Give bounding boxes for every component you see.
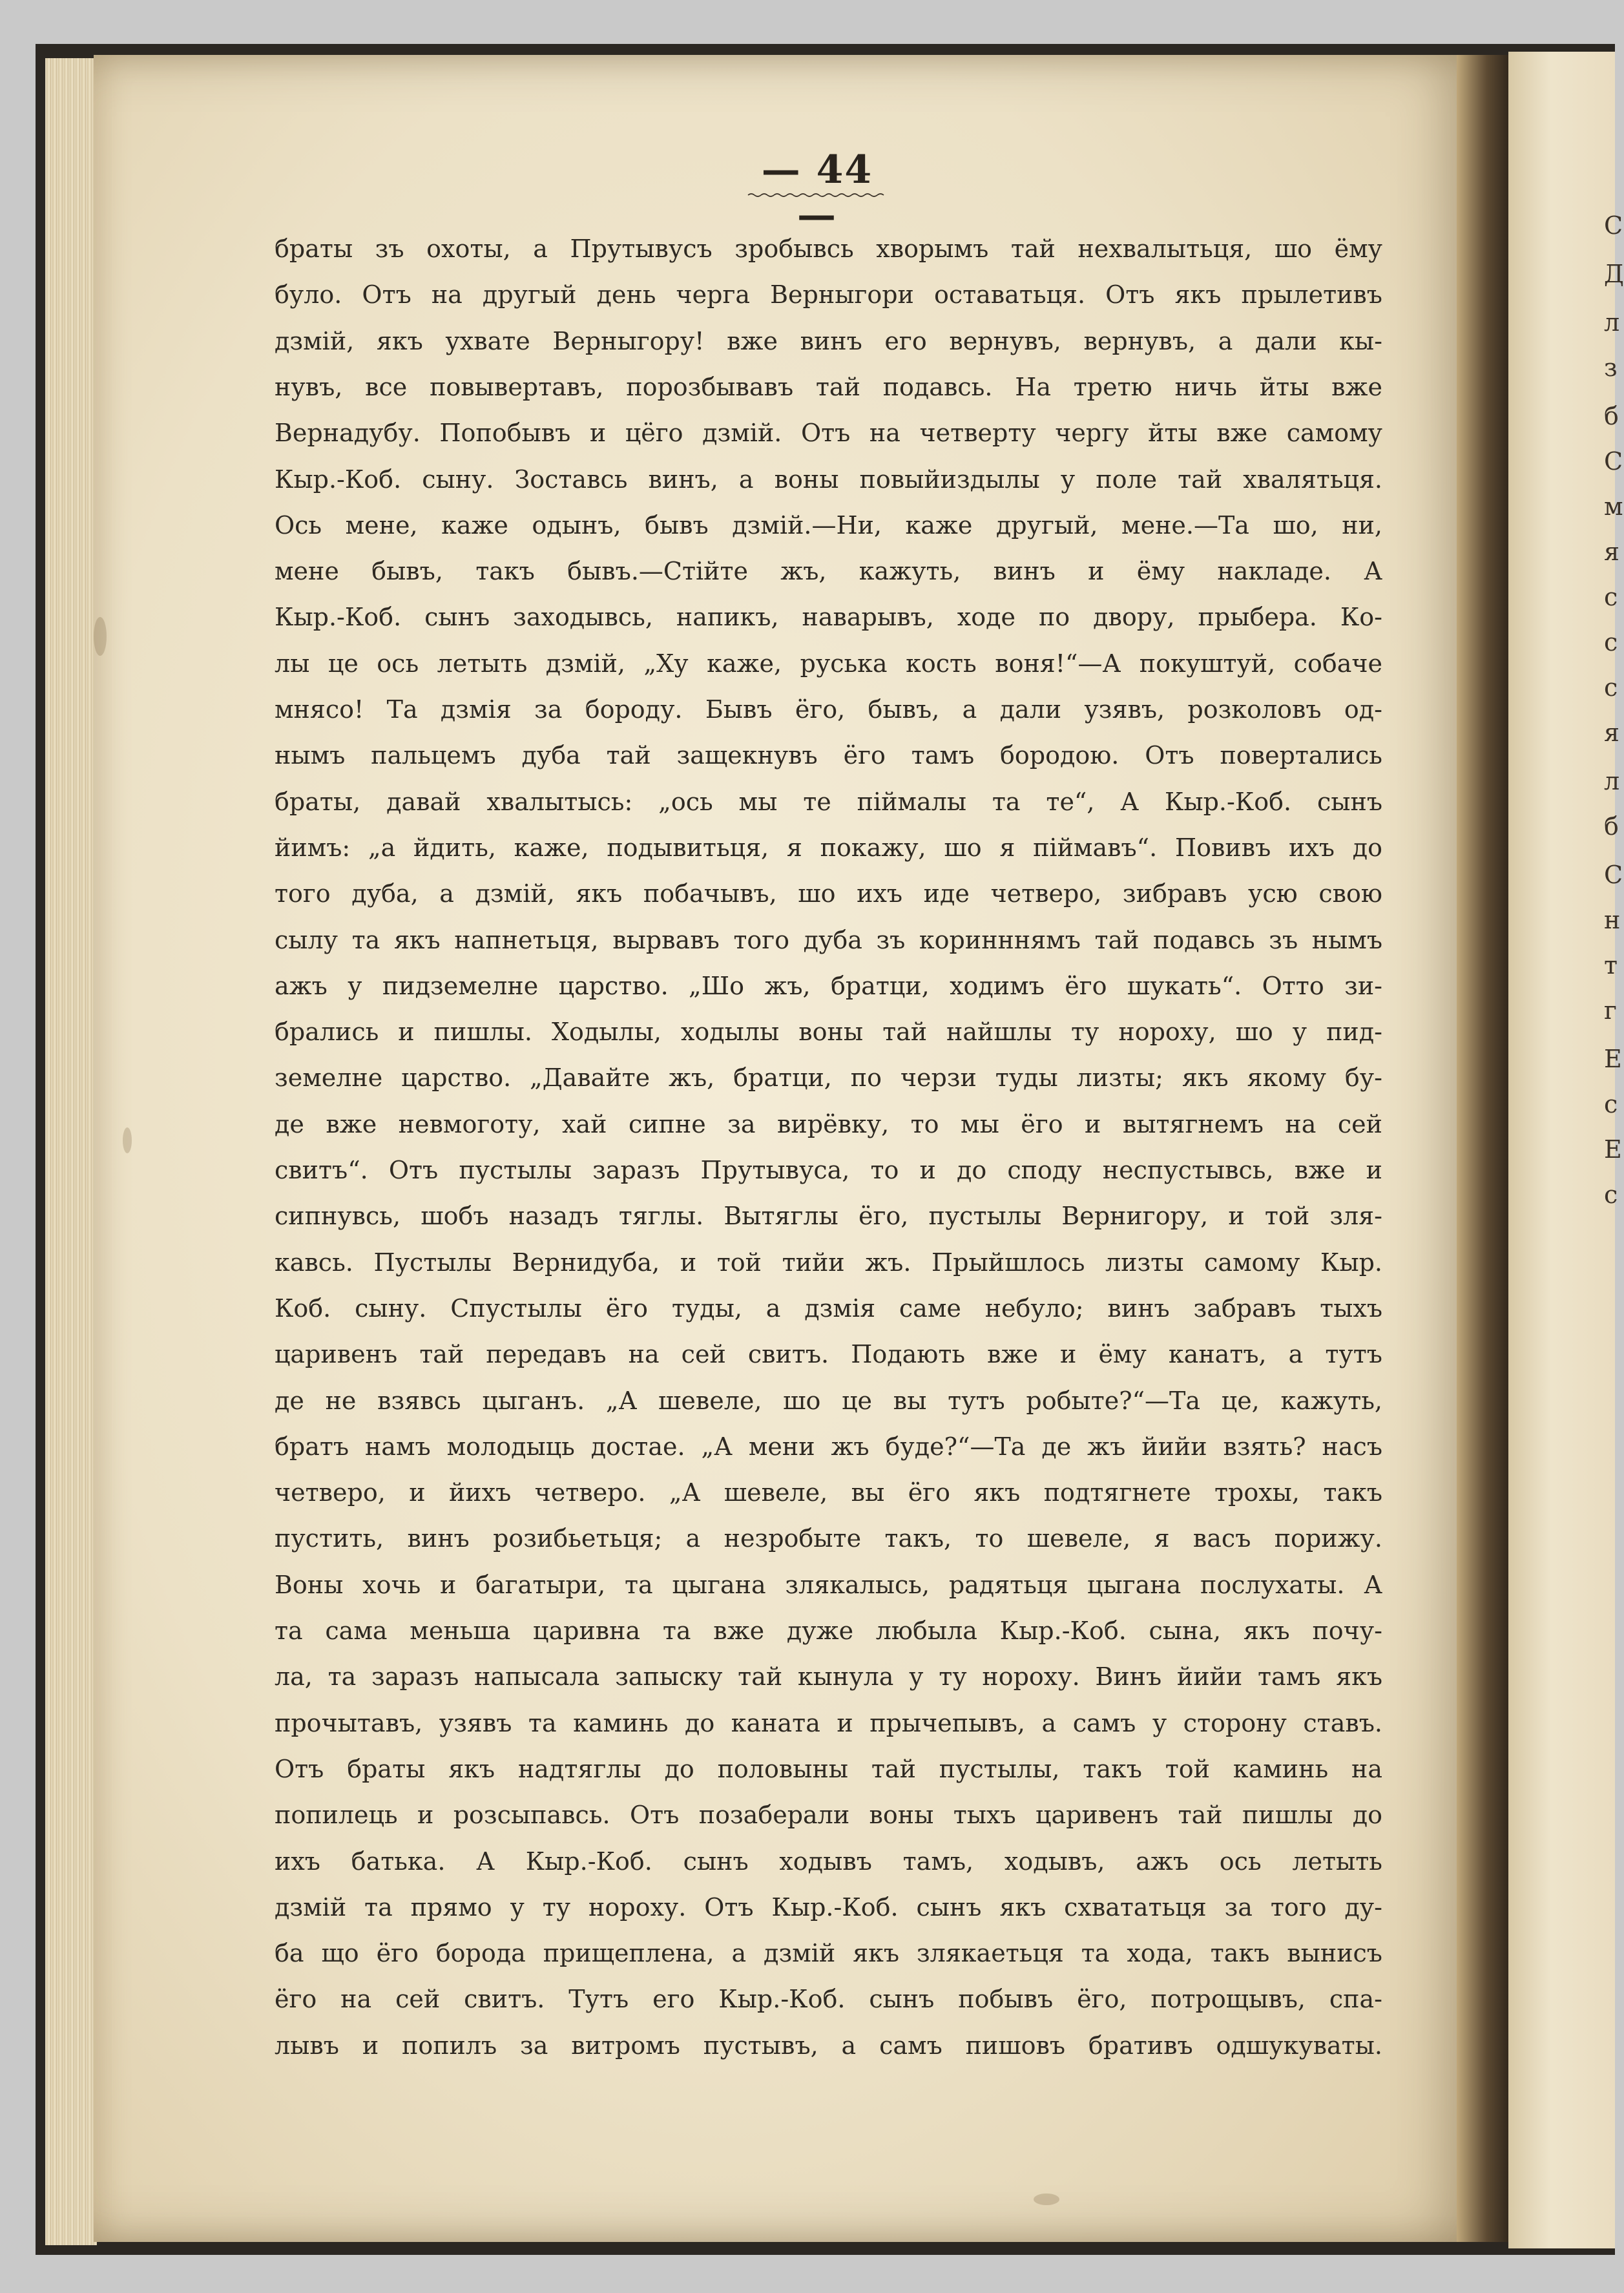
facing-page-letter: з bbox=[1604, 353, 1618, 382]
facing-page-letter: С bbox=[1604, 211, 1623, 240]
text-line: було. Отъ на другый день черга Верныгори оставатьця. Отъ якъ прылетивъ bbox=[275, 280, 1382, 309]
facing-page-letter: с bbox=[1604, 1180, 1618, 1209]
facing-page-letter: с bbox=[1604, 583, 1618, 611]
facing-page-letter: б bbox=[1604, 812, 1619, 841]
facing-page-letter: м bbox=[1604, 492, 1623, 521]
text-line: ажъ у пидземелне царство. „Шо жъ, братци, ходимъ ёго шукать“. Отто зи- bbox=[275, 971, 1382, 1000]
decorative-wavy-rule bbox=[748, 193, 884, 198]
text-line: кавсь. Пустылы Вернидуба, и той тийи жъ. Прыйшлось лизты самому Кыр. bbox=[275, 1248, 1382, 1277]
text-line: нымъ пальцемъ дуба тай защекнувъ ёго тамъ бородою. Отъ повертались bbox=[275, 741, 1382, 770]
text-line: Отъ браты якъ надтяглы до половыны тай пустылы, такъ той каминь на bbox=[275, 1754, 1382, 1783]
facing-page-letter: л bbox=[1604, 767, 1620, 795]
page-edges bbox=[45, 58, 97, 2245]
text-line: Ось мене, каже одынъ, бывъ дзмій.—Ни, каже другый, мене.—Та шо, ни, bbox=[275, 510, 1382, 539]
text-line: та сама меньша царивна та вже дуже любыла Кыр.-Коб. сына, якъ почу- bbox=[275, 1617, 1382, 1645]
text-line: ба що ёго борода прищеплена, а дзмій якъ злякаетьця та хода, такъ вынисъ bbox=[275, 1939, 1382, 1968]
facing-page-letter: С bbox=[1604, 447, 1623, 476]
text-line: царивенъ тай передавъ на сей свитъ. Подають вже и ёму канатъ, а тутъ bbox=[275, 1340, 1382, 1369]
text-line: Кыр.-Коб. сынъ заходывсь, напикъ, наварывъ, ходе по двору, прыбера. Ко- bbox=[275, 603, 1382, 632]
text-line: браты зъ охоты, а Прутывусъ зробывсь хворымъ тай нехвалытьця, шо ёму bbox=[275, 235, 1382, 263]
facing-page-letter: Е bbox=[1604, 1045, 1622, 1073]
text-line: мнясо! Та дзмія за бороду. Бывъ ёго, бывъ, а дали узявъ, розколовъ од- bbox=[275, 695, 1382, 724]
text-line: нувъ, все повывертавъ, порозбывавъ тай подавсь. На третю ничь йты вже bbox=[275, 372, 1382, 401]
text-line: браты, давай хвалытысь: „ось мы те піймалы та те“, А Кыр.-Коб. сынъ bbox=[275, 787, 1382, 816]
facing-page-letter: н bbox=[1604, 906, 1621, 934]
text-line: ихъ батька. А Кыр.-Коб. сынъ ходывъ тамъ, ходывъ, ажъ ось летыть bbox=[275, 1847, 1382, 1876]
facing-page-letter: л bbox=[1604, 308, 1620, 337]
margin-mark bbox=[123, 1127, 132, 1153]
text-line: брались и пишлы. Ходылы, ходылы воны тай найшлы ту нороху, шо у пид- bbox=[275, 1018, 1382, 1047]
text-line: лывъ и попилъ за витромъ пустывъ, а самъ пишовъ бративъ одшукуваты. bbox=[275, 2031, 1382, 2060]
text-line: Вернадубу. Попобывъ и цёго дзмій. Отъ на четверту чергу йты вже самому bbox=[275, 419, 1382, 448]
facing-page-letter: с bbox=[1604, 673, 1618, 702]
facing-page-letter: С bbox=[1604, 861, 1623, 889]
facing-page-letter: т bbox=[1604, 951, 1618, 979]
facing-page-letter: я bbox=[1604, 538, 1619, 566]
facing-page-letter: Д bbox=[1604, 260, 1624, 288]
text-line: ёго на сей свитъ. Тутъ его Кыр.-Коб. сынъ побывъ ёго, потрощывъ, спа- bbox=[275, 1985, 1382, 2014]
text-line: того дуба, а дзмій, якъ побачывъ, шо ихъ иде четверо, зибравъ усю свою bbox=[275, 879, 1382, 908]
text-line: йимъ: „а йдить, каже, подывитьця, я покажу, шо я піймавъ“. Повивъ ихъ до bbox=[275, 833, 1382, 862]
facing-page-letter: Е bbox=[1604, 1135, 1622, 1164]
facing-page-letter: б bbox=[1604, 402, 1619, 430]
text-line: сылу та якъ напнетьця, вырвавъ того дуба зъ коринннямъ тай подавсь зъ нымъ bbox=[275, 925, 1382, 954]
text-line: Кыр.-Коб. сыну. Зоставсь винъ, а воны повыйиздылы у поле тай хвалятьця. bbox=[275, 465, 1382, 494]
text-line: братъ намъ молодыць достае. „А мени жъ буде?“—Та де жъ йийи взять? насъ bbox=[275, 1432, 1382, 1461]
facing-page-letter: я bbox=[1604, 718, 1619, 747]
facing-page-letter: с bbox=[1604, 628, 1618, 656]
text-line: прочытавъ, узявъ та каминь до каната и прычепывъ, а самъ у сторону ставъ. bbox=[275, 1708, 1382, 1737]
text-line: ла, та заразъ напысала запыску тай кынула у ту нороху. Винъ йийи тамъ якъ bbox=[275, 1662, 1382, 1691]
text-line: Воны хочь и багатыри, та цыгана злякалысь, радятьця цыгана послухаты. А bbox=[275, 1570, 1382, 1599]
text-line: де вже невмоготу, хай сипне за вирёвку, то мы ёго и вытягнемъ на сей bbox=[275, 1109, 1382, 1138]
text-line: свитъ“. Отъ пустылы заразъ Прутывуса, то и до споду неспустывсь, вже и bbox=[275, 1156, 1382, 1184]
book-gutter bbox=[1457, 55, 1512, 2242]
text-line: дзмій, якъ ухвате Верныгору! вже винъ его вернувъ, вернувъ, а дали кы- bbox=[275, 326, 1382, 355]
text-line: земелне царство. „Давайте жъ, братци, по черзи туды лизты; якъ якому бу- bbox=[275, 1063, 1382, 1093]
text-line: дзмій та прямо у ту нороху. Отъ Кыр.-Коб. сынъ якъ схвататьця за того ду- bbox=[275, 1892, 1382, 1921]
facing-page-letter: г bbox=[1604, 996, 1617, 1025]
page-number: — 44 — bbox=[761, 147, 873, 238]
text-line: попилець и розсыпавсь. Отъ позаберали воны тыхъ царивенъ тай пишлы до bbox=[275, 1801, 1382, 1830]
text-line: лы це ось летыть дзмій, „Ху каже, руська кость воня!“—А покуштуй, собаче bbox=[275, 649, 1382, 678]
facing-page-letter: с bbox=[1604, 1090, 1618, 1118]
text-line: де не взявсь цыганъ. „А шевеле, шо це вы тутъ робыте?“—Та це, кажуть, bbox=[275, 1386, 1382, 1415]
margin-mark bbox=[94, 617, 107, 656]
ink-blot bbox=[1034, 2194, 1059, 2205]
text-line: Коб. сыну. Спустылы ёго туды, а дзмія саме небуло; винъ забравъ тыхъ bbox=[275, 1293, 1382, 1323]
text-line: четверо, и йихъ четверо. „А шевеле, вы ёго якъ подтягнете трохы, такъ bbox=[275, 1478, 1382, 1507]
text-line: пустить, винъ розибьетьця; а незробыте такъ, то шевеле, я васъ порижу. bbox=[275, 1524, 1382, 1553]
text-line: сипнувсь, шобъ назадъ тяглы. Вытяглы ёго, пустылы Вернигору, и той зля- bbox=[275, 1202, 1382, 1231]
facing-page-strip bbox=[1508, 52, 1624, 2248]
text-line: мене бывъ, такъ бывъ.—Стійте жъ, кажуть, винъ и ёму накладе. А bbox=[275, 557, 1382, 586]
